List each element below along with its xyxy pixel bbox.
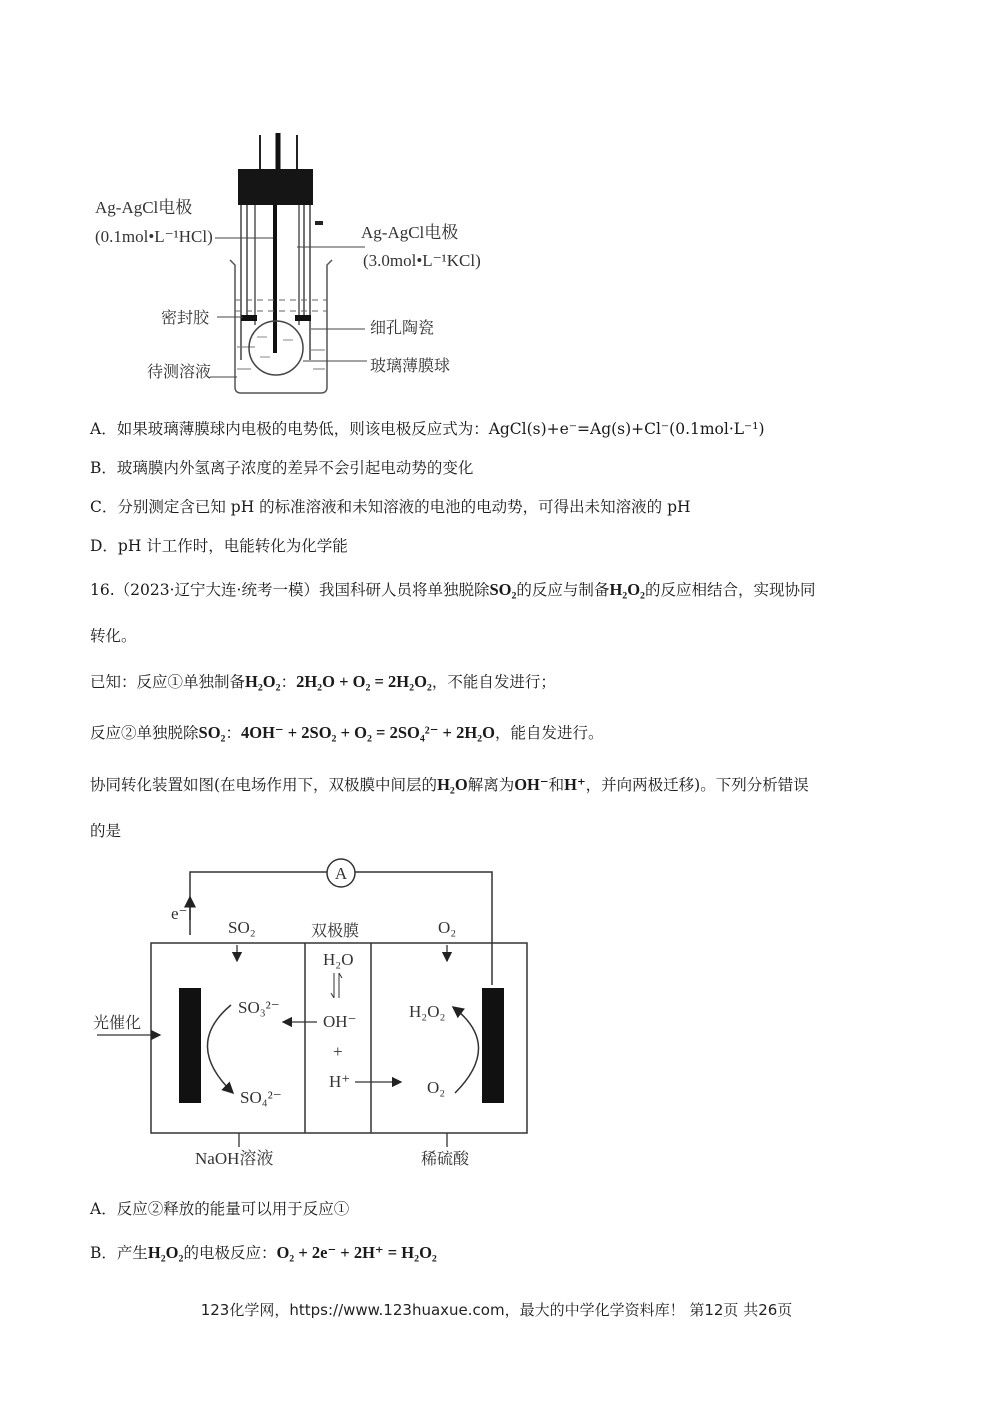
ph-electrode-figure xyxy=(85,125,515,400)
label-seal: 密封胶 xyxy=(161,308,210,327)
naoh-solution-label: NaOH溶液 xyxy=(195,1149,274,1168)
proton-label: H⁺ xyxy=(329,1072,351,1091)
label-right-kcl: (3.0mol•L⁻¹KCl) xyxy=(363,251,481,270)
so2-input-label: SO₂ xyxy=(228,918,256,937)
chem-h2o2: H₂O₂ xyxy=(609,580,645,599)
label-left-hcl: (0.1mol•L⁻¹HCl) xyxy=(95,227,213,246)
q16-stem-line1: 16.（2023·辽宁大连·统考一模）我国科研人员将单独脱除SO₂的反应与制备H₂O₂的反应相结合，实现协同 xyxy=(90,580,816,599)
q15-option-a: A．如果玻璃薄膜球内电极的电势低，则该电极反应式为：AgCl(s)+e⁻=Ag(s)+Cl⁻(0.1mol·L⁻¹) xyxy=(90,420,765,438)
q16-option-b: B．产生H₂O₂的电极反应：O₂ + 2e⁻ + 2H⁺ = H₂O₂ xyxy=(90,1243,437,1262)
q15-option-c: C．分别测定含已知 pH 的标准溶液和未知溶液的电池的电动势，可得出未知溶液的 pH xyxy=(90,498,691,516)
equation-2: 4OH⁻ + 2SO₂ + O₂ = 2SO₄²⁻ + 2H₂O xyxy=(241,723,495,742)
q16-reaction-1: 已知：反应①单独制备H₂O₂：2H₂O + O₂ = 2H₂O₂，不能自发进行； xyxy=(90,672,556,691)
electron-label: e⁻ xyxy=(171,904,188,923)
conversion-device-figure xyxy=(85,855,545,1175)
sulfite-label: SO₃²⁻ xyxy=(238,998,280,1017)
right-electrode xyxy=(482,988,504,1103)
oxygen-label: O₂ xyxy=(427,1078,446,1097)
q15-option-b: B．玻璃膜内外氢离子浓度的差异不会引起电动势的变化 xyxy=(90,459,474,477)
o2-input-label: O₂ xyxy=(438,918,457,937)
water-label: H₂O xyxy=(323,950,354,969)
chem-so2: SO₂ xyxy=(489,580,517,599)
q15-option-d: D．pH 计工作时，电能转化为化学能 xyxy=(90,537,348,555)
equation-b: O₂ + 2e⁻ + 2H⁺ = H₂O₂ xyxy=(276,1243,437,1262)
sulfate-label: SO₄²⁻ xyxy=(240,1088,282,1107)
svg-text:A: A xyxy=(334,864,348,883)
left-electrode xyxy=(179,988,201,1103)
q16-device-line1: 协同转化装置如图(在电场作用下，双极膜中间层的H₂O解离为OH⁻和H⁺，并向两极迁移)。下列分析错误 xyxy=(90,775,809,794)
dilute-sulfuric-acid-label: 稀硫酸 xyxy=(421,1149,470,1168)
label-bulb: 玻璃薄膜球 xyxy=(370,356,451,375)
hydroxide-label: OH⁻ xyxy=(323,1012,357,1031)
q16-device-line2: 的是 xyxy=(90,822,122,840)
hydrogen-peroxide-label: H₂O₂ xyxy=(409,1002,446,1021)
q16-reaction-2: 反应②单独脱除SO₂：4OH⁻ + 2SO₂ + O₂ = 2SO₄²⁻ + 2H₂O，能自发进行。 xyxy=(90,723,604,742)
photocatalysis-label: 光催化 xyxy=(93,1013,142,1032)
page-footer: 123化学网，https://www.123huaxue.com，最大的中学化学资料库！ 第12页 共26页 xyxy=(200,1301,793,1319)
q16-option-a: A．反应②释放的能量可以用于反应① xyxy=(90,1200,350,1218)
label-solution: 待测溶液 xyxy=(147,362,212,381)
q16-stem-line2: 转化。 xyxy=(90,627,137,645)
plus-sign: + xyxy=(333,1042,343,1061)
bipolar-membrane-label: 双极膜 xyxy=(311,921,360,940)
equation-1: 2H₂O + O₂ = 2H₂O₂ xyxy=(296,672,432,691)
label-right-electrode: Ag-AgCl电极 xyxy=(361,223,459,242)
label-left-electrode: Ag-AgCl电极 xyxy=(95,198,193,217)
label-ceramic: 细孔陶瓷 xyxy=(370,318,435,337)
